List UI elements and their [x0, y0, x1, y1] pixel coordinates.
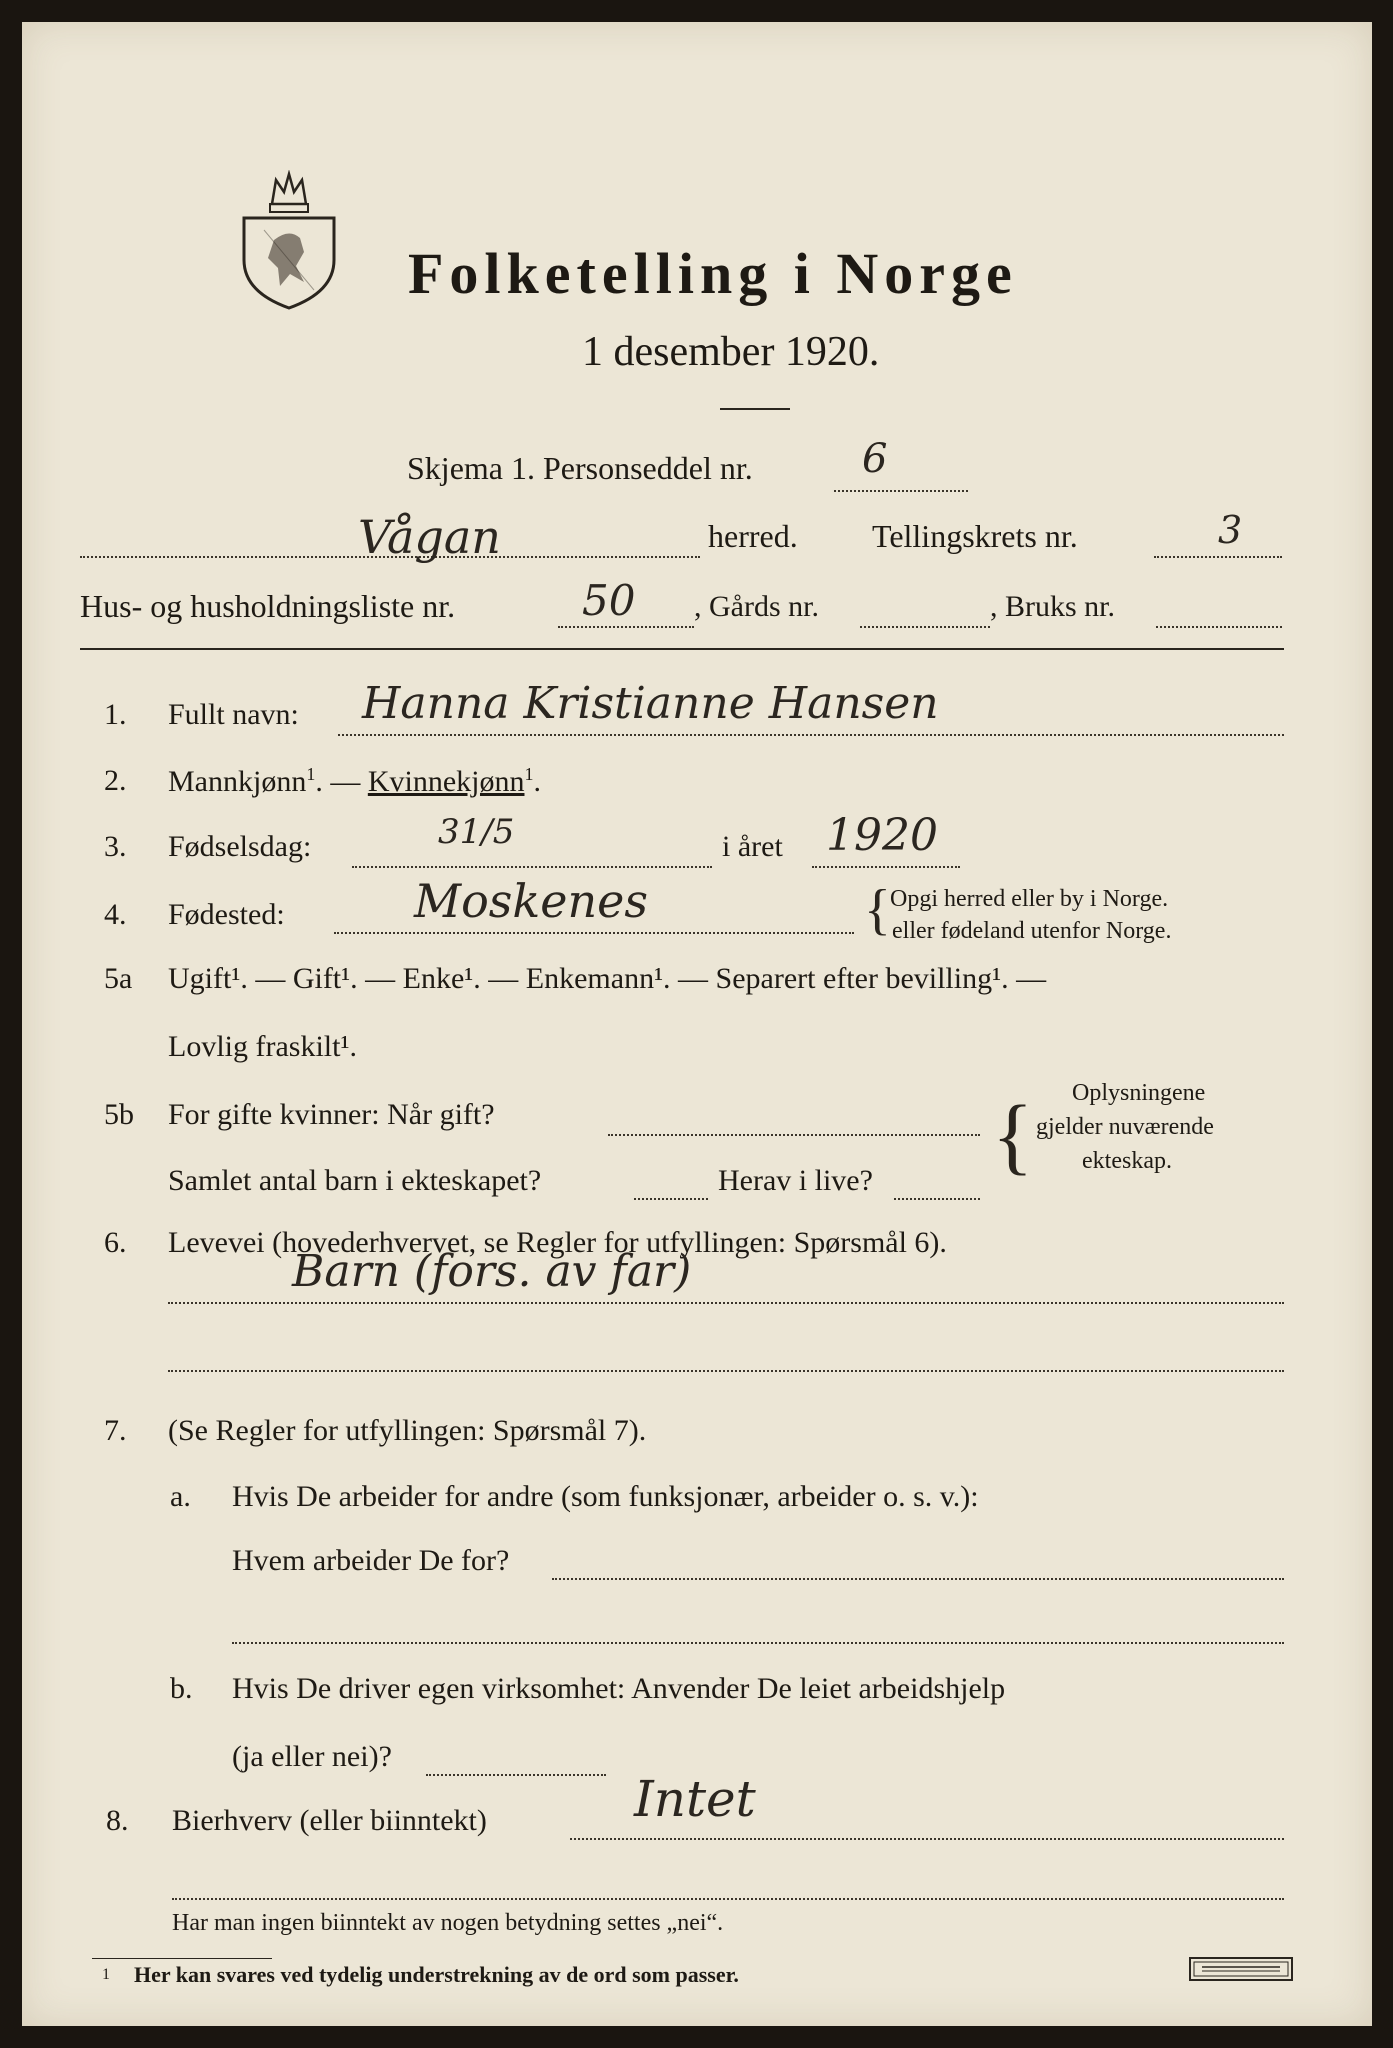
q5b-children-label: Samlet antal barn i ekteskapet?	[168, 1164, 542, 1197]
q5a-marital-options-cont: Lovlig fraskilt¹.	[168, 1030, 357, 1063]
q3-year-value: 1920	[826, 810, 938, 861]
q2-sex-options: Mannkjønn$^1$. — Kvinnekjønn$^1$.	[168, 764, 541, 798]
krets-line	[1154, 556, 1282, 558]
q7a-employer-line	[552, 1578, 1284, 1580]
q1-full-name-value: Hanna Kristianne Hansen	[362, 678, 939, 729]
q7b-line1: Hvis De driver egen virksomhet: Anvender De leiet arbeidshjelp	[232, 1672, 1006, 1705]
q5a-marital-options: Ugift¹. — Gift¹. — Enke¹. — Enkemann¹. — Separert efter bevilling¹. —	[168, 962, 1047, 995]
q5b-note-line3: ekteskap.	[1082, 1148, 1172, 1174]
q1-label: Fullt navn:	[168, 698, 299, 731]
hus-line	[558, 626, 694, 628]
census-form-sheet	[22, 22, 1372, 2026]
printer-stamp-icon	[1188, 1956, 1294, 1982]
q4-note-brace: {	[864, 879, 891, 941]
census-date: 1 desember 1920.	[582, 329, 880, 375]
q5b-living-label: Herav i live?	[718, 1164, 873, 1197]
q6-occupation-value: Barn (fors. av far)	[292, 1246, 692, 1297]
title-divider	[720, 408, 790, 410]
schema-number-line	[834, 490, 968, 492]
q7b-letter: b.	[170, 1672, 193, 1705]
bruks-label: , Bruks nr.	[990, 590, 1116, 623]
q1-number: 1.	[104, 698, 127, 731]
q7b-line2: (ja eller nei)?	[232, 1740, 392, 1773]
q8-line2	[172, 1898, 1284, 1900]
footnote-number: 1	[102, 1966, 110, 1983]
q2-male: Mannkjønn	[168, 765, 307, 798]
q3-birthdate-value: 31/5	[438, 812, 515, 852]
q2-number: 2.	[104, 764, 127, 797]
q3-year-label: i året	[722, 830, 783, 863]
q1-line	[338, 734, 1284, 736]
q4-note-line2: eller fødeland utenfor Norge.	[892, 918, 1172, 944]
q6-number: 6.	[104, 1226, 127, 1259]
q3-label: Fødselsdag:	[168, 830, 312, 863]
header-separator	[80, 648, 1284, 650]
q5b-married-line	[608, 1134, 980, 1136]
herred-label: herred.	[708, 518, 798, 554]
q8-number: 8.	[106, 1804, 129, 1837]
krets-label: Tellingskrets nr.	[872, 518, 1078, 554]
q6-line1	[168, 1302, 1284, 1304]
gards-label: , Gårds nr.	[694, 590, 819, 623]
q2-female-underlined: Kvinnekjønn	[367, 765, 525, 798]
q8-line	[570, 1838, 1284, 1840]
q8-label: Bierhverv (eller biinntekt)	[172, 1804, 487, 1837]
q4-birthplace-value: Moskenes	[414, 874, 648, 928]
q5b-living-line	[894, 1198, 980, 1200]
q7a-line1: Hvis De arbeider for andre (som funksjonær, arbeider o. s. v.):	[232, 1480, 979, 1513]
footnote-text: Her kan svares ved tydelig understrekning av de ord som passer.	[134, 1962, 739, 1987]
q5b-note-line2: gjelder nuværende	[1036, 1114, 1214, 1140]
form-title: Folketelling i Norge	[408, 241, 1018, 306]
hus-value: 50	[582, 576, 636, 625]
q5b-number: 5b	[104, 1098, 134, 1131]
q7-number: 7.	[104, 1414, 127, 1447]
q3-line	[352, 866, 712, 868]
schema-number-value: 6	[862, 436, 888, 482]
gards-line	[860, 626, 990, 628]
q4-line	[334, 932, 854, 934]
q7-label: (Se Regler for utfyllingen: Spørsmål 7).	[168, 1414, 647, 1447]
q6-line2	[168, 1370, 1284, 1372]
footnote-divider	[92, 1958, 272, 1959]
q5b-note-brace: {	[992, 1087, 1034, 1183]
q4-note-line1: Opgi herred eller by i Norge.	[890, 886, 1169, 912]
hus-label: Hus- og husholdningsliste nr.	[80, 588, 456, 624]
q4-label: Fødested:	[168, 898, 285, 931]
krets-value: 3	[1218, 508, 1243, 552]
q7a-employer-line2	[232, 1642, 1284, 1644]
q8-side-income-value: Intet	[634, 1770, 756, 1828]
bruks-line	[1156, 626, 1282, 628]
footer-note: Har man ingen biinntekt av nogen betydning settes „nei“.	[172, 1910, 724, 1936]
municipality-value: Vågan	[358, 510, 501, 564]
q6-label: Levevei (hovederhvervet, se Regler for utfyllingen: Spørsmål 6).	[168, 1226, 947, 1259]
q5b-married-label: For gifte kvinner: Når gift?	[168, 1098, 495, 1131]
coat-of-arms-icon	[234, 170, 344, 310]
q3-number: 3.	[104, 830, 127, 863]
q3-year-line	[812, 866, 960, 868]
q7b-answer-line	[426, 1774, 606, 1776]
q7a-letter: a.	[170, 1480, 191, 1513]
q7a-line2: Hvem arbeider De for?	[232, 1544, 510, 1577]
schema-label: Skjema 1. Personseddel nr.	[407, 450, 753, 486]
q4-number: 4.	[104, 898, 127, 931]
q5b-note-line1: Oplysningene	[1072, 1080, 1206, 1106]
q5a-number: 5a	[104, 962, 133, 995]
q5b-children-line	[634, 1198, 708, 1200]
